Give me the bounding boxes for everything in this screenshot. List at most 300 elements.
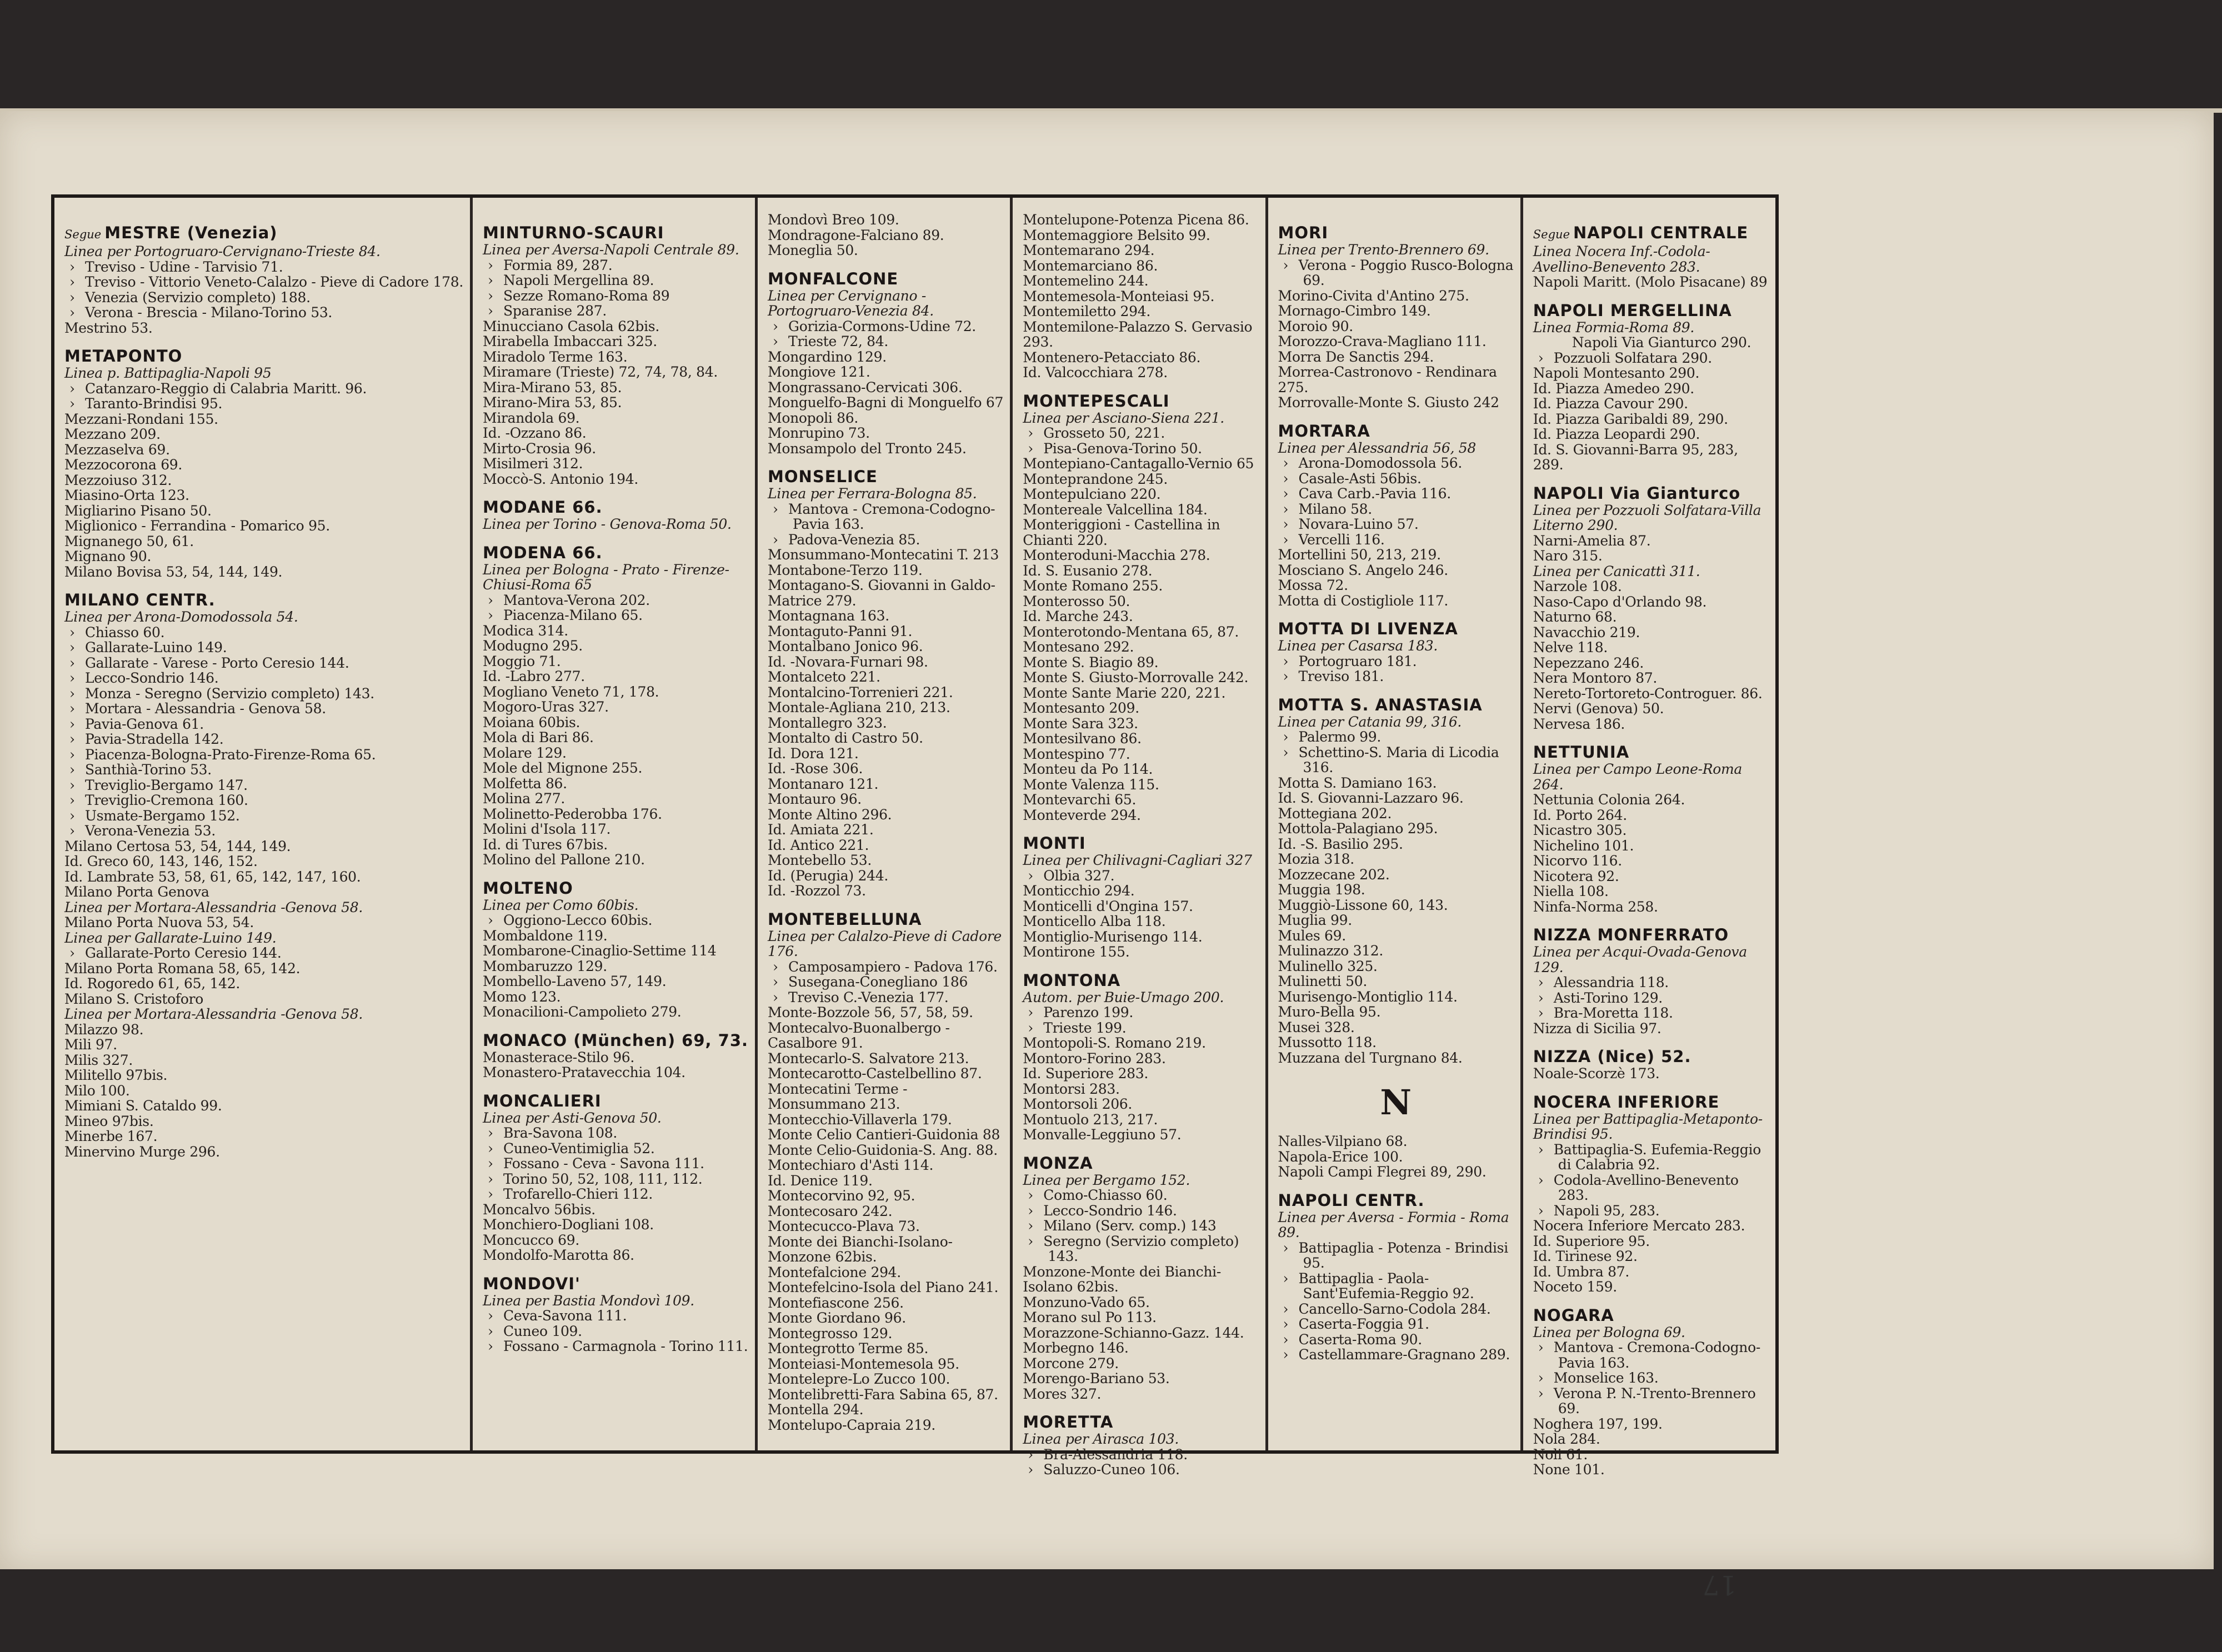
station-entry: Mongardino 129. xyxy=(768,348,887,365)
line-entry: Linea per Trento-Brennero 69. xyxy=(1278,242,1489,258)
line-subentry: › Caserta-Roma 90. xyxy=(1278,1332,1514,1348)
station-entry: Montabone-Terzo 119. xyxy=(768,562,923,578)
station-entry: Id. Rogoredo 61, 65, 142. xyxy=(64,975,241,992)
line-entry: Linea per Calalzo-Pieve di Cadore 176. xyxy=(768,928,1002,959)
station-entry: Morcone 279. xyxy=(1023,1355,1119,1371)
line-subentry: › Mortara - Alessandria - Genova 58. xyxy=(64,701,463,717)
station-entry: Mola di Bari 86. xyxy=(483,729,594,745)
line-subentry: › Gorizia-Cormons-Udine 72. xyxy=(768,319,1003,334)
line-entry: Linea per Bologna - Prato - Firenze-Chiusi-Roma 65 xyxy=(483,561,729,593)
station-entry: Monteu da Po 114. xyxy=(1023,761,1153,777)
station-heading xyxy=(64,347,463,366)
station-heading xyxy=(1278,619,1514,638)
station-heading-text: NOGARA xyxy=(1533,1305,1614,1325)
station-entry: Montagnana 163. xyxy=(768,608,889,624)
line-entry: Linea per Torino - Genova-Roma 50. xyxy=(483,516,732,532)
station-entry: Id. Valcocchiara 278. xyxy=(1023,364,1168,381)
line-subentry: › Portogruaro 181. xyxy=(1278,654,1514,669)
station-entry: Mineo 97bis. xyxy=(64,1113,154,1129)
station-entry: Monopoli 86. xyxy=(768,409,858,426)
station-entry: Montalto di Castro 50. xyxy=(768,730,923,746)
station-entry: Narni-Amelia 87. xyxy=(1533,532,1651,549)
station-entry: Montepulciano 220. xyxy=(1023,486,1161,502)
station-entry: Nicorvo 116. xyxy=(1533,853,1622,869)
station-heading-text: METAPONTO xyxy=(64,347,183,366)
line-subentry: › Padova-Venezia 85. xyxy=(768,532,1003,548)
station-entry: Minervino Murge 296. xyxy=(64,1143,220,1160)
station-entry: Monsummano-Montecatini T. 213 xyxy=(768,547,999,563)
station-heading-text: MORTARA xyxy=(1278,421,1370,440)
line-subentry: › Arona-Domodossola 56. xyxy=(1278,455,1514,471)
station-entry: Montelupo-Capraia 219. xyxy=(768,1416,936,1433)
station-entry: Montevarchi 65. xyxy=(1023,792,1137,808)
station-entry: Montella 294. xyxy=(768,1401,864,1418)
station-entry: Id. -Rozzol 73. xyxy=(768,883,866,899)
station-heading xyxy=(1023,1413,1258,1431)
line-subentry: › Bra-Savona 108. xyxy=(483,1125,748,1141)
station-heading xyxy=(483,223,748,242)
station-index-columns xyxy=(54,198,1775,1478)
line-subentry: › Seregno (Servizio completo) 143. xyxy=(1023,1234,1258,1264)
continued-marker: Segue xyxy=(64,228,102,241)
station-entry: Mores 327. xyxy=(1023,1385,1102,1402)
station-heading-text: NETTUNIA xyxy=(1533,743,1630,762)
station-entry: Naso-Capo d'Orlando 98. xyxy=(1533,593,1707,610)
index-column-4 xyxy=(1010,198,1265,1478)
station-heading-text: MONCALIERI xyxy=(483,1091,602,1110)
station-entry: Id. Lambrate 53, 58, 61, 65, 142, 147, 160. xyxy=(64,868,361,885)
station-entry: Milo 100. xyxy=(64,1082,130,1099)
station-heading xyxy=(483,1274,748,1293)
line-subentry: › Gallarate - Varese - Porto Ceresio 144. xyxy=(64,655,463,671)
station-entry: Mira-Mirano 53, 85. xyxy=(483,379,622,396)
station-entry: Miradolo Terme 163. xyxy=(483,348,628,365)
station-heading xyxy=(1533,925,1769,944)
station-heading-text: MONSELICE xyxy=(768,467,878,486)
station-entry: Molini d'Isola 117. xyxy=(483,821,611,837)
station-entry: Narzole 108. xyxy=(1533,578,1622,594)
station-entry: Monte Altino 296. xyxy=(768,806,892,823)
station-entry: Monticchio 294. xyxy=(1023,883,1135,899)
line-subentry: › Lecco-Sondrio 146. xyxy=(64,670,463,686)
station-entry: Motta di Costigliole 117. xyxy=(1278,592,1449,609)
station-entry: Montecosaro 242. xyxy=(768,1203,893,1219)
station-entry: Monchiero-Dogliani 108. xyxy=(483,1217,654,1233)
line-subentry: › Gallarate-Porto Ceresio 144. xyxy=(64,945,463,961)
station-entry: Montagano-S. Giovanni in Galdo-Matrice 279. xyxy=(768,577,995,609)
line-subentry: › Palermo 99. xyxy=(1278,729,1514,745)
line-subentry: › Verona - Brescia - Milano-Torino 53. xyxy=(64,305,463,321)
line-subentry: › Olbia 327. xyxy=(1023,868,1258,884)
station-entry: Monte Romano 255. xyxy=(1023,578,1163,594)
index-column-3 xyxy=(755,198,1010,1450)
station-entry: Montecarlo-S. Salvatore 213. xyxy=(768,1050,969,1067)
station-entry: Mombello-Laveno 57, 149. xyxy=(483,973,667,989)
station-heading xyxy=(1278,223,1514,242)
station-entry: Ninfa-Norma 258. xyxy=(1533,898,1658,915)
line-subentry: › Verona P. N.-Trento-Brennero 69. xyxy=(1533,1386,1769,1416)
station-entry: Id. Superiore 283. xyxy=(1023,1065,1149,1082)
station-entry: Nocera Inferiore Mercato 283. xyxy=(1533,1218,1745,1234)
station-entry: Mombaruzzo 129. xyxy=(483,958,607,974)
station-heading-text: MOTTA DI LIVENZA xyxy=(1278,619,1458,638)
station-heading-text: MODENA 66. xyxy=(483,543,603,562)
line-subentry: › Battipaglia-S. Eufemia-Reggio di Calabria 92. xyxy=(1533,1142,1769,1173)
station-entry: Id. -Labro 277. xyxy=(483,668,585,684)
station-entry: Mondragone-Falciano 89. xyxy=(768,227,944,243)
station-entry: Nicastro 305. xyxy=(1533,822,1627,838)
line-subentry: › Caserta-Foggia 91. xyxy=(1278,1316,1514,1332)
station-entry: Muglia 99. xyxy=(1278,912,1352,928)
station-entry: Montelibretti-Fara Sabina 65, 87. xyxy=(768,1386,998,1403)
station-entry: Montauro 96. xyxy=(768,791,862,807)
line-subentry: › Grosseto 50, 221. xyxy=(1023,425,1258,441)
line-entry: Linea per Catania 99, 316. xyxy=(1278,713,1462,730)
line-entry: Linea per Arona-Domodossola 54. xyxy=(64,609,298,625)
station-entry: Milazzo 98. xyxy=(64,1021,144,1038)
line-subentry: › Bra-Moretta 118. xyxy=(1533,1005,1769,1021)
line-subentry: › Venezia (Servizio completo) 188. xyxy=(64,290,463,306)
station-entry: Montecucco-Plava 73. xyxy=(768,1218,920,1234)
line-subentry: › Como-Chiasso 60. xyxy=(1023,1188,1258,1203)
station-entry: Montemarano 294. xyxy=(1023,242,1155,258)
page-number: 17 xyxy=(1703,1569,1737,1600)
line-subentry: › Monza - Seregno (Servizio completo) 143. xyxy=(64,686,463,702)
station-entry: Monterosso 50. xyxy=(1023,593,1130,609)
station-heading xyxy=(483,498,748,517)
station-entry: Mezzani-Rondani 155. xyxy=(64,411,218,427)
station-entry: Montanaro 121. xyxy=(768,775,879,792)
station-entry: Montaguto-Panni 91. xyxy=(768,623,913,639)
line-subentry: › Formia 89, 287. xyxy=(483,258,748,273)
line-entry: Linea per Bologna 69. xyxy=(1533,1324,1685,1340)
station-entry: Modugno 295. xyxy=(483,638,583,654)
station-entry: Morrea-Castronovo - Rendinara 275. xyxy=(1278,364,1497,396)
station-heading-text: MODANE 66. xyxy=(483,498,603,517)
station-entry: Monte Celio-Guidonia-S. Ang. 88. xyxy=(768,1142,998,1158)
line-subentry: › Piacenza-Milano 65. xyxy=(483,608,748,623)
station-entry: Morozzo-Crava-Magliano 111. xyxy=(1278,333,1487,349)
station-heading-text: NAPOLI CENTR. xyxy=(1278,1190,1425,1210)
station-entry: Monvalle-Leggiuno 57. xyxy=(1023,1127,1182,1143)
station-entry: Mongrassano-Cervicati 306. xyxy=(768,379,963,396)
station-entry: Id. Umbra 87. xyxy=(1533,1263,1629,1280)
station-entry: Mirandola 69. xyxy=(483,409,580,426)
line-subentry: › Alessandria 118. xyxy=(1533,975,1769,990)
station-heading-text: NAPOLI CENTRALE xyxy=(1573,223,1749,242)
station-heading xyxy=(768,910,1003,929)
station-entry: Nola 284. xyxy=(1533,1431,1600,1447)
station-heading-text: NIZZA MONFERRATO xyxy=(1533,925,1729,944)
station-entry: Naro 315. xyxy=(1533,548,1603,564)
station-entry: Nizza di Sicilia 97. xyxy=(1533,1020,1662,1037)
station-entry: Id. Piazza Cavour 290. xyxy=(1533,396,1688,412)
station-entry: Montecalvo-Buonalbergo - Casalbore 91. xyxy=(768,1019,950,1051)
station-entry: Milano S. Cristoforo xyxy=(64,990,204,1007)
line-subentry: › Codola-Avellino-Benevento 283. xyxy=(1533,1173,1769,1203)
line-subentry: › Trieste 199. xyxy=(1023,1020,1258,1036)
station-entry: Mezzano 209. xyxy=(64,426,161,442)
station-entry: Motta S. Damiano 163. xyxy=(1278,774,1437,791)
station-heading-text: MONDOVI' xyxy=(483,1274,580,1293)
station-entry: Montesilvano 86. xyxy=(1023,730,1142,747)
line-subentry: › Asti-Torino 129. xyxy=(1533,990,1769,1006)
station-heading-text: MORETTA xyxy=(1023,1413,1114,1431)
station-entry: Morano sul Po 113. xyxy=(1023,1309,1157,1325)
line-entry: Linea Formia-Roma 89. xyxy=(1533,319,1695,336)
station-heading xyxy=(1533,223,1769,244)
station-entry: Moiana 60bis. xyxy=(483,714,580,730)
line-entry: Linea per Asti-Genova 50. xyxy=(483,1109,662,1126)
station-entry: Napoli Via Gianturco 290. xyxy=(1572,334,1751,351)
line-subentry: › Treviso 181. xyxy=(1278,669,1514,684)
station-heading xyxy=(1278,422,1514,440)
station-entry: Nelve 118. xyxy=(1533,639,1608,655)
station-entry: Mogliano Veneto 71, 178. xyxy=(483,683,659,700)
station-entry: Montuolo 213, 217. xyxy=(1023,1111,1158,1128)
line-entry: Autom. per Buie-Umago 200. xyxy=(1023,989,1224,1005)
station-heading xyxy=(1533,1047,1769,1066)
station-entry: Napoli Maritt. (Molo Pisacane) 89 xyxy=(1533,274,1768,290)
line-subentry: › Lecco-Sondrio 146. xyxy=(1023,1203,1258,1219)
station-entry: Musei 328. xyxy=(1278,1019,1355,1035)
line-subentry: › Piacenza-Bologna-Prato-Firenze-Roma 65. xyxy=(64,747,463,763)
line-subentry: › Pisa-Genova-Torino 50. xyxy=(1023,441,1258,457)
station-entry: Miglionico - Ferrandina - Pomarico 95. xyxy=(64,518,330,534)
station-entry: Monte dei Bianchi-Isolano-Monzone 62bis. xyxy=(768,1233,953,1265)
line-entry: Linea per Cervignano - Portogruaro-Venezia 84. xyxy=(768,287,934,319)
station-entry: Monte S. Giusto-Morrovalle 242. xyxy=(1023,669,1249,685)
station-heading xyxy=(483,1031,748,1050)
station-entry: Mosciano S. Angelo 246. xyxy=(1278,562,1448,578)
line-entry: Linea per Campo Leone-Roma 264. xyxy=(1533,761,1743,793)
station-entry: Moneglia 50. xyxy=(768,242,858,258)
station-entry: Montale-Agliana 210, 213. xyxy=(768,699,950,715)
station-entry: Montecorvino 92, 95. xyxy=(768,1188,915,1204)
station-heading-text: MOLTENO xyxy=(483,878,573,898)
station-entry: Moncucco 69. xyxy=(483,1232,580,1248)
line-subentry: › Treviso C.-Venezia 177. xyxy=(768,990,1003,1005)
station-entry: Montorsi 283. xyxy=(1023,1080,1120,1097)
line-entry: Linea per Asciano-Siena 221. xyxy=(1023,409,1224,426)
station-entry: Niella 108. xyxy=(1533,883,1609,899)
station-entry: Monteverde 294. xyxy=(1023,807,1141,823)
station-entry: Monticelli d'Ongina 157. xyxy=(1023,898,1193,914)
station-entry: Momo 123. xyxy=(483,988,561,1005)
line-subentry: › Napoli Mergellina 89. xyxy=(483,273,748,288)
station-entry: Mole del Mignone 255. xyxy=(483,760,643,776)
station-entry: Mimiani S. Cataldo 99. xyxy=(64,1098,222,1114)
line-subentry: › Pavia-Stradella 142. xyxy=(64,732,463,747)
station-entry: Mignanego 50, 61. xyxy=(64,533,194,549)
line-subentry: › Torino 50, 52, 108, 111, 112. xyxy=(483,1172,748,1187)
station-entry: Monguelfo-Bagni di Monguelfo 67 xyxy=(768,394,1004,411)
index-column-5 xyxy=(1265,198,1520,1450)
station-entry: Id. -Ozzano 86. xyxy=(483,425,587,441)
station-entry: Id. Denice 119. xyxy=(768,1172,873,1189)
station-entry: Morrovalle-Monte S. Giusto 242 xyxy=(1278,394,1499,411)
station-entry: Monterotondo-Mentana 65, 87. xyxy=(1023,623,1239,640)
station-entry: Milano Certosa 53, 54, 144, 149. xyxy=(64,838,291,854)
line-entry: Linea per Alessandria 56, 58 xyxy=(1278,439,1476,456)
station-entry: Milano Porta Romana 58, 65, 142. xyxy=(64,960,301,977)
station-entry: Montallegro 323. xyxy=(768,714,887,731)
station-heading xyxy=(483,1092,748,1110)
station-heading-text: NAPOLI MERGELLINA xyxy=(1533,301,1732,320)
station-entry: Molfetta 86. xyxy=(483,775,567,792)
line-entry: Linea per Bastia Mondovì 109. xyxy=(483,1292,694,1309)
line-entry: Linea per Battipaglia-Metaponto-Brindisi 95. xyxy=(1533,1110,1763,1142)
station-entry: Id. Marche 243. xyxy=(1023,608,1133,624)
line-entry: Linea per Aversa - Formia - Roma 89. xyxy=(1278,1209,1509,1240)
line-subentry: › Treviglio-Bergamo 147. xyxy=(64,778,463,793)
station-entry: Miasino-Orta 123. xyxy=(64,487,189,503)
station-heading-text: MONTI xyxy=(1023,834,1086,853)
station-entry: Montalceto 221. xyxy=(768,669,880,685)
station-entry: Monte Valenza 115. xyxy=(1023,776,1159,793)
station-entry: Montoro-Forino 283. xyxy=(1023,1050,1166,1067)
station-heading xyxy=(1533,1093,1769,1112)
station-entry: Id. Amiata 221. xyxy=(768,822,874,838)
station-entry: Nalles-Vilpiano 68. xyxy=(1278,1133,1408,1149)
line-subentry: › Sparanise 287. xyxy=(483,303,748,319)
station-entry: Mestrino 53. xyxy=(64,319,153,336)
station-heading xyxy=(483,543,748,562)
station-entry: Morbegno 146. xyxy=(1023,1340,1129,1356)
station-entry: Id. Porto 264. xyxy=(1533,807,1627,823)
station-entry: Monrupino 73. xyxy=(768,425,870,441)
line-subentry: › Ceva-Savona 111. xyxy=(483,1308,748,1324)
station-heading xyxy=(1278,1191,1514,1210)
line-entry: Linea per Mortara-Alessandria -Genova 58. xyxy=(64,899,363,915)
station-entry: Noghera 197, 199. xyxy=(1533,1415,1663,1432)
station-heading-text: NAPOLI Via Gianturco xyxy=(1533,483,1741,503)
station-entry: Monte S. Biagio 89. xyxy=(1023,654,1159,670)
station-entry: Milano Porta Nuova 53, 54. xyxy=(64,914,254,930)
line-subentry: › Trofarello-Chieri 112. xyxy=(483,1187,748,1202)
station-entry: Id. Antico 221. xyxy=(768,837,869,853)
station-entry: Id. -Novara-Furnari 98. xyxy=(768,653,928,670)
line-subentry: › Chiasso 60. xyxy=(64,625,463,640)
station-entry: Monteroduni-Macchia 278. xyxy=(1023,547,1210,563)
station-heading-text: MOTTA S. ANASTASIA xyxy=(1278,695,1483,714)
station-entry: Milano Porta Genova xyxy=(64,884,209,900)
station-entry: Napoli Campi Flegrei 89, 290. xyxy=(1278,1164,1487,1180)
station-entry: Nervi (Genova) 50. xyxy=(1533,700,1664,717)
station-entry: Monte-Bozzole 56, 57, 58, 59. xyxy=(768,1004,973,1020)
station-heading-text: MESTRE (Venezia) xyxy=(104,223,278,242)
station-heading xyxy=(1023,834,1258,853)
index-column-1 xyxy=(54,198,470,1450)
station-entry: Monteiasi-Montemesola 95. xyxy=(768,1355,959,1372)
station-entry: Modica 314. xyxy=(483,622,568,639)
line-entry: Linea per Canicattì 311. xyxy=(1533,563,1700,579)
station-entry: Napoli Montesanto 290. xyxy=(1533,365,1700,381)
line-subentry: › Santhià-Torino 53. xyxy=(64,762,463,778)
station-entry: Id. Greco 60, 143, 146, 152. xyxy=(64,853,258,869)
line-subentry: › Bra-Alessandria 118. xyxy=(1023,1447,1258,1463)
station-entry: Montemaggiore Belsito 99. xyxy=(1023,227,1210,243)
station-entry: Id. Superiore 95. xyxy=(1533,1233,1650,1249)
station-entry: Mulinazzo 312. xyxy=(1278,943,1384,959)
line-subentry: › Vercelli 116. xyxy=(1278,532,1514,548)
station-entry: None 101. xyxy=(1533,1461,1605,1478)
station-entry: Nettunia Colonia 264. xyxy=(1533,792,1685,808)
station-heading xyxy=(1533,743,1769,762)
line-subentry: › Mantova-Verona 202. xyxy=(483,593,748,608)
station-entry: Mondolfo-Marotta 86. xyxy=(483,1247,634,1263)
station-entry: Montegrotto Terme 85. xyxy=(768,1340,929,1356)
station-entry: Montecatini Terme - Monsummano 213. xyxy=(768,1080,908,1112)
station-entry: Militello 97bis. xyxy=(64,1067,168,1083)
line-subentry: › Fossano - Carmagnola - Torino 111. xyxy=(483,1339,748,1354)
station-heading-text: MONTONA xyxy=(1023,970,1121,990)
station-entry: Montemelino 244. xyxy=(1023,273,1149,289)
line-subentry: › Gallarate-Luino 149. xyxy=(64,640,463,655)
station-entry: Montemilone-Palazzo S. Gervasio 293. xyxy=(1023,318,1253,350)
station-entry: Monteriggioni - Castellina in Chianti 220. xyxy=(1023,517,1220,548)
station-entry: Molino del Pallone 210. xyxy=(483,852,645,868)
station-entry: Monasterace-Stilo 96. xyxy=(483,1049,635,1065)
station-entry: Noale-Scorzè 173. xyxy=(1533,1065,1660,1082)
station-entry: Montefelcino-Isola del Piano 241. xyxy=(768,1279,999,1295)
station-entry: Mossa 72. xyxy=(1278,577,1348,593)
station-entry: Montalbano Jonico 96. xyxy=(768,638,923,654)
station-heading-text: MONFALCONE xyxy=(768,269,899,288)
line-subentry: › Pozzuoli Solfatara 290. xyxy=(1533,351,1769,366)
line-subentry: › Mantova - Cremona-Codogno-Pavia 163. xyxy=(768,502,1003,532)
station-entry: Monteprandone 245. xyxy=(1023,470,1168,487)
station-entry: Montemiletto 294. xyxy=(1023,303,1151,319)
station-entry: Monticello Alba 118. xyxy=(1023,913,1166,929)
line-entry: Linea per Chilivagni-Cagliari 327 xyxy=(1023,852,1252,868)
station-entry: Mottola-Palagiano 295. xyxy=(1278,820,1438,837)
station-entry: Nereto-Tortoreto-Controguer. 86. xyxy=(1533,685,1763,702)
station-entry: Mules 69. xyxy=(1278,927,1346,944)
station-entry: Moroio 90. xyxy=(1278,318,1353,334)
station-entry: Monzone-Monte dei Bianchi-Isolano 62bis. xyxy=(1023,1263,1221,1295)
station-entry: Montelupone-Potenza Picena 86. xyxy=(1023,212,1249,228)
station-entry: Migliarino Pisano 50. xyxy=(64,502,212,519)
station-entry: Napola-Erice 100. xyxy=(1278,1148,1403,1165)
line-entry: Linea per Ferrara-Bologna 85. xyxy=(768,485,977,502)
line-subentry: › Castellammare-Gragnano 289. xyxy=(1278,1347,1514,1363)
line-subentry: › Oggiono-Lecco 60bis. xyxy=(483,913,748,928)
index-column-6 xyxy=(1520,198,1775,1478)
station-entry: Mottegiana 202. xyxy=(1278,805,1392,822)
station-entry: Molare 129. xyxy=(483,744,567,761)
station-entry: Id. S. Giovanni-Barra 95, 283, 289. xyxy=(1533,441,1738,473)
line-entry: Linea per Airasca 103. xyxy=(1023,1431,1179,1447)
station-entry: Id. Tirinese 92. xyxy=(1533,1248,1638,1264)
line-subentry: › Battipaglia - Potenza - Brindisi 95. xyxy=(1278,1240,1514,1271)
station-entry: Montiglio-Murisengo 114. xyxy=(1023,928,1203,945)
line-subentry: › Sezze Romano-Roma 89 xyxy=(483,288,748,304)
station-heading-text: MORI xyxy=(1278,223,1329,242)
station-entry: Mombaldone 119. xyxy=(483,927,608,944)
station-entry: Molinetto-Pederobba 176. xyxy=(483,805,662,822)
station-entry: Monte Celio Cantieri-Guidonia 88 xyxy=(768,1127,1000,1143)
station-entry: Monte Sante Marie 220, 221. xyxy=(1023,684,1226,701)
station-heading xyxy=(768,467,1003,486)
station-entry: Mozia 318. xyxy=(1278,851,1354,867)
line-subentry: › Napoli 95, 283. xyxy=(1533,1203,1769,1219)
line-subentry: › Camposampiero - Padova 176. xyxy=(768,959,1003,975)
line-subentry: › Parenzo 199. xyxy=(1023,1005,1258,1020)
station-entry: Nervesa 186. xyxy=(1533,715,1625,732)
station-entry: Murisengo-Montiglio 114. xyxy=(1278,988,1458,1005)
station-entry: Mussotto 118. xyxy=(1278,1034,1377,1050)
